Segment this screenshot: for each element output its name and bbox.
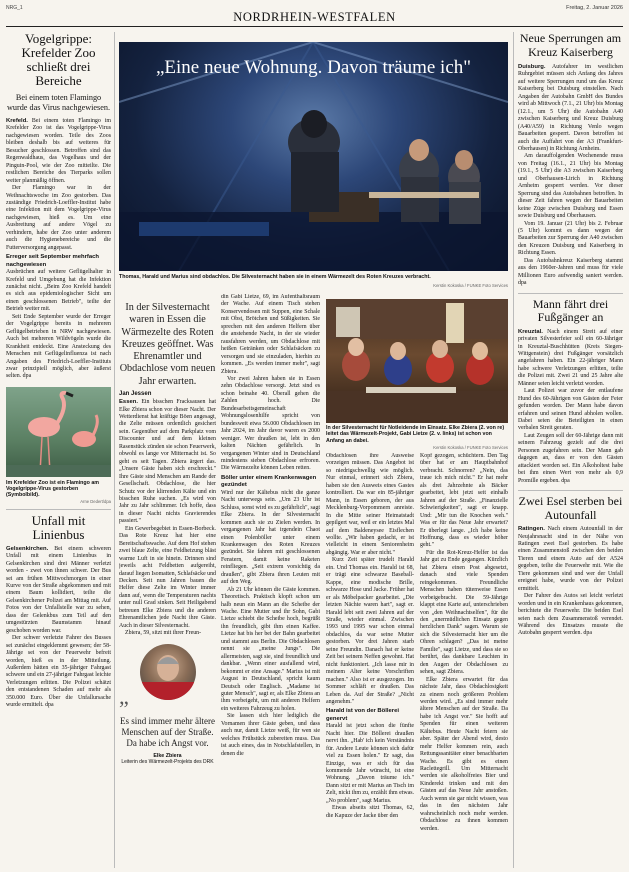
article-paragraph: Sie lassen sich hier lediglich die Vornamen ihrer Gäste geben, und dass auch nur, damit Lietze weiß, für wen sie welches Frühstück zubereiten muss. Das ist auch eines, das in Notschlafstellen, in denen die (221, 713, 320, 757)
article-paragraph: Essen. Ein bisschen Fracksausen hat Elke Zbiera schon vor dieser Nacht. Der Wetterdienst hat kräftige Böen angesagt, die Zelte müssen ordentlich gesichert sein. Gegenüber auf dem Parkplatz vom Discounter und auf dem kleinen Rasenstück zünden sie schon Feuerwerk, obwohl es lange vor Mitternacht ist. So geht es seit Tagen. Zbiera ärgert das. „Unsere Gäste haben sich erschreckt." Ihre Gäste sind Menschen am Rande der Gesellschaft. Obdachlose, die hier Schutz vor der klirrenden Kälte und ein bisschen Ruhe suchen. „Es wird von Jahr zu Jahr schlimmer. Ich hoffe, dass in dieser Nacht nichts Gravierendes passiert." (119, 399, 216, 525)
column-main-3 (326, 453, 414, 868)
pull-quote-role: Leiterin des Wärmezelt-Projekts des DRK (121, 758, 214, 765)
volunteers-caption: In der Silvesternacht für Notleidende im Einsatz. Elke Zbiera (2. von re) leitet das Wärmezelt-Projekt, Gabi Lietze (2. v. links) ist schon von Anfang an dabei. (326, 425, 505, 444)
portrait-elke-zbiera (140, 644, 196, 700)
article-divider (518, 490, 623, 491)
headline-kaiserberg: Neue Sperrungen am Kreuz Kaiserberg (519, 32, 622, 59)
article-paragraph: Kreuztal. Nach einem Streit auf einer privaten Silvesterfeier soll ein 60-Jähriger in Kreuztal-Buschhütten (Kreis Siegen-Wittgenstein) drei Fußgänger vorsätzlich angefahren haben. Ein 22-jähriger Mann habe schwere Verletzungen erlitten, teilte die Polizei mit. Zwei 21 und 25 Jahre alte Männer seien leicht verletzt worden. (518, 328, 623, 387)
column-main-4 (420, 453, 508, 868)
headline-kreuztal: Mann fährt drei Fußgänger an (532, 296, 609, 325)
column-right (518, 32, 623, 868)
photo-credit: Arne Dedert/dpa (80, 498, 111, 504)
article-paragraph: Ein Gewerbegebiet in Essen-Borbeck. Das Rote Kreuz hat hier eine Bereitschaftswache. Auf dem Hof stehen zwei blaue Zelte, eine Feldheizung bläst warme Luft in sie hinein. Drinnen sind jeweils acht Feldbetten aufgereiht, darauf liegen Isomatten, Schlafsäcke und Decken. Seit nun Jahren bauen die Helfer diese Zelte im Winter immer dann auf, wenn die Temperaturen nachts unter null Grad sinken. Seit Heiligabend betreuen Elke Zbiera und die anderen Ehrenamtlichen jede Nacht ihre Gäste. Auch in dieser Silvesternacht. (119, 525, 216, 629)
article-paragraph: Krefeld. Bei einem toten Flamingo im Krefelder Zoo ist das Vogelgrippe-Virus nachgewiesen worden. Teile des Zoos bleiben deshalb bis auf weiteres für Besucher geschlossen. Betroffen sind das Regenwaldhaus, das Vogelhaus und der Pinguin-Pool, wie der Zoo mitteilte. Die restlichen Bereiche des Tierparks sollen weiter planmäßig öffnen. (6, 118, 111, 184)
article-paragraph: Harald ist jetzt schon die fünfte Nacht hier. Die Böllerei draußen nervt ihn. „Hab' ich kein Verständnis für. Andere Leute können sich dafür viel zu Essen holen." Er sagt, das Einzige, was er sich für das kommende Jahr wünscht, ist eine Wohnung. „Davon träume ich." Dann sitzt er mit Marius an Tisch im Zelt, nickt ihm zu, erzählt ihm etwas. „No problem", sagt Marius. (326, 723, 414, 804)
section-title: NORDRHEIN-WESTFALEN (233, 10, 396, 24)
article-subheading: Erreger seit September mehrfach nachgewiesen (6, 254, 99, 268)
column-left (6, 32, 111, 868)
column-rule (114, 32, 115, 868)
quote-mark-icon: ” (119, 695, 129, 721)
portrait-illustration (140, 644, 196, 700)
article-paragraph: Duisburg. Autofahrer im westlichen Ruhrgebiet müssen sich Anfang des Jahres auf weitere Sperrungen rund um das Kreuz Kaiserberg bei Duisburg einstellen. Nach Angaben der Autobahn GmbH des Bundes wird ab Mittwoch (7.1., 21 Uhr) bis Montag (12.1., um 5 Uhr) die Autobahn A40 zwischen Kaiserberg und Kreuz Duisburg (A40/A59) in Richtung Venlo wegen Bauarbeiten gesperrt. Davon betroffen ist auch die Auffahrt von der A3 (Frankfurt-Oberhausen) in Richtung Arnheim. (518, 64, 623, 152)
article-subheading: Böller unter einem Krankenwagen gezündet (221, 474, 317, 489)
column-rule (513, 32, 514, 868)
issue-date: Freitag, 2. Januar 2026 (566, 5, 623, 11)
article-paragraph: Etwas abseits sitzt Thomas, 62, die Kapuze der Jacke über den (326, 805, 414, 819)
article-paragraph: Ausbrüchen auf weitere Geflügelhalter in Krefeld und Umgebung hat die Infektion zunächst nicht. „Beim Zoo Krefeld handelt es sich aus epidemiologischer Sicht um einen geschlossenen Betrieb", teilte der Betrieb weiter mit. (6, 269, 111, 313)
headline-unfall-linienbus: Unfall mit Linienbus (31, 512, 86, 542)
article-paragraph: Das Autobahnkreuz Kaiserberg stammt aus den 1960er-Jahren und muss für viele Millionen Euro aufwendig saniert werden. dpa (518, 257, 623, 287)
article-paragraph: Vor zwei Jahren haben sie in Essen zehn Obdachlose versorgt. Jetzt sind es schon beinahe 40. Überall gehen die Zahlen hoch. Die Bundesarbeitsgemeinschaft Wohnungslosenhilfe spricht von bundesweit etwa 56.000 Obdachlosen im Jahr 2024, im Jahr davor waren es 2000 weniger. Wer draußen ist, lebt in den kalten Nächten gefährlich. In vergangenen Winter sind in Deutschland mindestens sieben Obdachlose erfroren. Die Wärmezelte können Leben retten. (221, 375, 320, 472)
article-paragraph: Elke Zbiera erwartet für das nächste Jahr, dass Obdachlosigkeit zu einem noch größeren Problem werden wird. „Es sind immer mehr ältere Menschen auf der Straße. Da habe ich Angst vor." Sie hofft auf Spenden für einen weiteren Kältebus. Heute Nacht feiern sie aber. Später der Abend wird, desto mehr Helfer kommen rein, auch Rettungssanitäter einer benachbarten Wache. Es gibt es einen Raclettegrill. Um Mitternacht werden sie alkoholfreies Bier und Kinderekt trinken und mit den Gästen auf das Neue Jahr anstoßen. Auch wenn sie gar nicht wissen, was das in den nächsten Jahr wahrscheinlich noch mehr werden. Obdachlose zu ihnen kommen werden. (420, 676, 508, 832)
article-paragraph: Kopf gezogen, schüchtern. Den Tag über hat er am Hauptbahnhof verbracht. Schnorren? „Nein, das traue ich mich nicht." Er hat mehr als drei Jahrzehnte als Bäcker gearbeitet, lebt jetzt seit einhalb Jahren auf der Straße. „Finanzielle Schwierigkeiten", sagt er knapp. Und: „Mir tun die Knochen weh." Was er für das Neue Jahr erwartet? Er überlegt lange. „Ich habe keine Hoffnung, dass es wieder höher geht." (420, 453, 508, 549)
article-paragraph: Obdachlosen ihre Ausweise vorzeigen müssen. Das Angebot ist so niedrigschwellig wie möglich. Nur einmal, erinnert sich Zbiera, haben sie den Ausweis eines Gastes kontrolliert. Da war ein 85-jähriger Mann, in Essen geboren, der aus Mecklenburg-Vorpommern anreiste. In die Mitte seiner Heimatstadt gepilgert war, weil er ein letztes Mal auf dem Baldeneysee Eisflechen wollte. „Wir haben gedacht, er ist vielleicht in einem Seniorenheim abgängig. War er aber nicht." (326, 453, 414, 556)
column-main-1 (119, 294, 216, 868)
page-code: NRG_1 (6, 5, 23, 11)
article-paragraph: Laut Polizei war zuvor der entlaufene Hund des 60-Jährigen von Gästen der Feier gefunden worden. Der Mann habe davon erfahren und seinen Hund abholen wollen. Dabei seien die Beteiligten in einen verbalen Streit geraten. (518, 388, 623, 432)
article-paragraph: Laut Zeugen soll der 60-Jährige dann mit seinem Fahrzeug gezielt auf die drei Personen zugefahren sein. Der Mann gab dagegen an, dass er von den Gästen attackiert worden sei. Ein Alkoholtest habe bei ihm einen Wert von mehr als 0,9 Promille ergeben. dpa (518, 432, 623, 484)
flamingo-illustration (6, 387, 111, 477)
article-paragraph: Ab 21 Uhr können die Gäste kommen. Theoretisch. Praktisch klopft schon um halb neun ein Mann an die Scheibe der Wache. Eine Mutter und ihr Sohn, Gabi Lietze schiebt die Scheibe hoch, begrüßt ihn freundlich, gibt ihm einen Kaffee. Lietze hat bis her bei der Bahn gearbeitet und stammt aus Berlin. Die Obdachlosen nennt sie „meine Jungs". Die allermeisten, sagt sie, sind freundlich und dankbar. „Wenn einer ausfallend wird, bekommt er eine Ansage." Marius ist mit August in Deutschland, spricht kaum Deutsch oder Englisch. „Madame ist guter Mensch", sagt er, als Elke Zbiera an ihm vorbeigeht, um mit anderen Helfern ein weiteres Fahrzeug zu holen. (221, 586, 320, 712)
article-subheading: Harald ist von der Böllerei genervt (326, 708, 400, 722)
article-paragraph: Vom 19. Januar (21 Uhr) bis 2. Februar (5 Uhr) kommt es dann wegen der Bauarbeiten zur Sperrung der A40 zwischen den Kreuzen Duisburg und Kaiserberg in Richtung Essen. (518, 220, 623, 257)
article-paragraph: Ratingen. Nach einem Autounfall in der Neujahrsnacht sind in der Nähe von Ratingen zwei Esel gestorben. Es habe einen Zusammenstoß zwischen den beiden Tieren und einem Auto auf der A524 gegeben, teilte die Feuerwehr mit. Wie die Tiere gekommen sind und wer der Unfall ereignet habe, wurde von der Polizei ermittelt. (518, 526, 623, 592)
photo-credit: Kerstin Kokoska / FUNKE Foto Services (433, 445, 508, 450)
hero-quote: „Eine neue Wohnung. Davon träume ich" (155, 57, 472, 78)
article-paragraph: Der Fahrer des Autos sei leicht verletzt worden und in ein Krankenhaus gekommen, berichtete die Feuerwehr. Die beiden Esel seien nach dem Zusammenstoß verendet. Während des Einsatzes musste die Autobahn gesperrt werden. dpa (518, 593, 623, 637)
header-rule (6, 26, 623, 27)
article-paragraph: Wird nur der Kältebus nicht die ganze Nacht unterwegs sein. „Um 23 Uhr ist Schluss, sonst wird es zu gefährlich", sagt Elke Zbiera. In der Silvesternacht kommen auch sie zu Zielen werden. In vergangenen Jahr hat irgendein Chaot einen Polenböller unter einem Krankenwagen des Roten Kreuzes gezündet. Sie fahren mit geschlossenen Fenstern, damit keine Raketen reinfliegen. „Seit extrem vorsichtig da draußen", gibt Zbiera ihren Leuten mit auf den Weg. (221, 489, 320, 586)
article-paragraph: Seit Ende September wurde der Erreger der Vogelgrippe bereits in mehreren Geflügelbetrieben in NRW nachgewiesen. Auch bei mehreren Wildvögeln wurde die Krankheit entdeckt. Eine Ansteckung des Menschen mit Geflügelinfluenza ist nach Angaben des Friedrich-Loeffler-Instituts zwar prinzipiell möglich, aber äußerst selten. dpa (6, 313, 111, 380)
volunteers-illustration (326, 299, 508, 423)
article-divider (6, 509, 111, 510)
pull-quote-name: Elke Zbiera (153, 752, 182, 759)
headline-esel: Zwei Esel sterben bei Autounfall (518, 494, 623, 522)
article-paragraph: din Gabi Lietze, 69, im Aufenthaltsraum der Wache. Auf einem Tisch stehen Konservendosen mit Suppen, eine Schale mit Obst, Brötchen und Süßigkeiten. Sie sprechen mit den anderen Helfern über die anstehende Nacht, in der sie wieder rausfahren werden, um Obdachlose mit heißen Getränken oder Schlafsäcken zu versorgen und sie einzuladen, hierhin zu kommen. „Es werden immer mehr", sagt Zbiera. (221, 294, 320, 375)
flamingo-caption: Im Krefelder Zoo ist ein Flamingo am Vogelgrippe-Virus gestorben (Symbolbild). (6, 479, 100, 499)
article-paragraph: Kurz Zeit später trudelt Harald ein. Und Thomas ein. Harald ist 68, er trägt eine schwarze Baseball-Kappe, eine modische Brille, schwarze Hose und Jacke. Früher hat er als Möbelpacker gearbeitet. „Die letzten Nächte waren hart", sagt er. Harald lebt seit zwei Jahren auf der Straße, wieder einmal. Zwischen 1993 und 1995 war schon einmal obdachlos, da war seine Mutter gestorben. Vor drei Jahren starb seine Freundin. Danach hat er keine Zeit bei seinem Neffen gewohnt. Hat nicht funktioniert. „Ich lasse mir in meinem Alter keine Vorschriften machen." Also ist er ausgezogen. Im Sommer schläft er draußen. Das Leben da. Auf der Straße? „Nicht angenehm." (326, 557, 414, 705)
article-paragraph: Gelsenkirchen. Bei einem schweren Unfall mit einem Linienbus in Gelsenkirchen sind drei Männer verletzt worden - zwei von ihnen schwer. Der Bus sei am frühen Mittwochmorgen in einer Kurve von der Straße abgekommen und mit einem Baum kollidiert, teilte die Gelsenkirchener Polizei am Mittag mit. Auf Fotos von der Unfallstelle war zu sehen, dass der Gelenkbus zum Teil auf den umgestürzten Baumstamm hinauf geschoben worden war. (6, 545, 111, 634)
article-intro: In der Silvesternacht waren in Essen die Wärmezelte des Roten Kreuzes geöffnet. Was Ehrenamtler und Obdachlose vom neuen Jahr erwarten. (119, 302, 216, 387)
article-paragraph: Zbiera, 59, sitzt mit ihrer Freun- (125, 630, 202, 637)
column-main-2 (221, 294, 320, 868)
pull-quote: Es sind immer mehr ältere Menschen auf der Straße. Da habe ich Angst vor. (120, 715, 215, 748)
flamingo-photo (6, 387, 111, 477)
author-byline: Jan Jessen (119, 391, 152, 398)
article-divider (518, 293, 623, 294)
article-paragraph: Am darauffolgenden Wochenende muss von Freitag (16.1., 21 Uhr) bis Montag (19.1., 5 Uhr) die A3 zwischen Kaiserberg und Oberhausen-Lirich in Richtung Arnheim gesperrt werden. Vor dieser Sperrung sind das Autobahnen betroffen. In dieser Zeit fahren wegen der Bauarbeiten keine Züge zwischen Duisburg und Essen sowie Duisburg und Oberhausen. (518, 153, 623, 220)
article-paragraph: Für die Rot-Kreuz-Helfer ist das Jahr gut zu Ende gegangen. Kürzlich hat Zbiera einen Post abgesetzt, danach sind viele Spenden reingekommen. Freundliche Menschen haben tütenweise Essen vorbeigebracht. Die 59-Jährige klappt eine Karte auf, unterschrieben von „den Weihnachtselfen", für die den „unermüdlichen Einsatz gegen herzlichen Dank" sagen. Warum sie sich die Silvesternacht hier um die Ohren schlagen? „Das ist meine Familie", sagt Lietze, und dass sie so berührt, das dankbare Leuchten in den Augen der Obdachlosen zu sehen, sagt Zbiera. (420, 549, 508, 676)
hero-caption: Thomas, Harald und Marius sind obdachlos. Die Silvesternacht haben sie in einem Wärmezelt des Roten Kreuzes verbracht. (119, 274, 431, 280)
volunteers-photo (326, 299, 508, 423)
article-paragraph: Der Flamingo war in der Weihnachtswoche im Zoo gestorben. Das zuständige Friedrich-Loeffler-Institut habe eine Infektion mit dem Vogelgrippe-Virus nachgewiesen, hieß es. Um eine Ausbreitung auf andere Vögel zu verhindern, habe der Zoo unter anderem auch die Hygienebereiche und die Futterversorgung angepasst. (6, 185, 111, 251)
hero-photo (119, 42, 508, 271)
photo-credit: Kerstin Kokoska / FUNKE Foto Services (433, 283, 508, 288)
article-paragraph: Der schwer verletzte Fahrer des Busses sei zunächst eingeklemmt gewesen; der 58-Jährige sei von der Feuerwehr befreit worden, hieß es in der Mitteilung. Außerdem hätten ein 35-jähriger Fahrgast schwere und ein 27-jähriger Fahrgast leichte Verletzungen erlitten. Die Polizei schätzt den entstandenen Schaden auf mehr als 350.000 Euro. Über die Unfallursache wurde ermittelt. dpa (6, 635, 111, 709)
subhead-vogelgrippe: Bei einem toten Flamingo wurde das Virus nachgewiesen. (6, 93, 111, 112)
headline-vogelgrippe: Vogelgrippe: Krefelder Zoo schließt drei Bereiche (21, 32, 96, 88)
